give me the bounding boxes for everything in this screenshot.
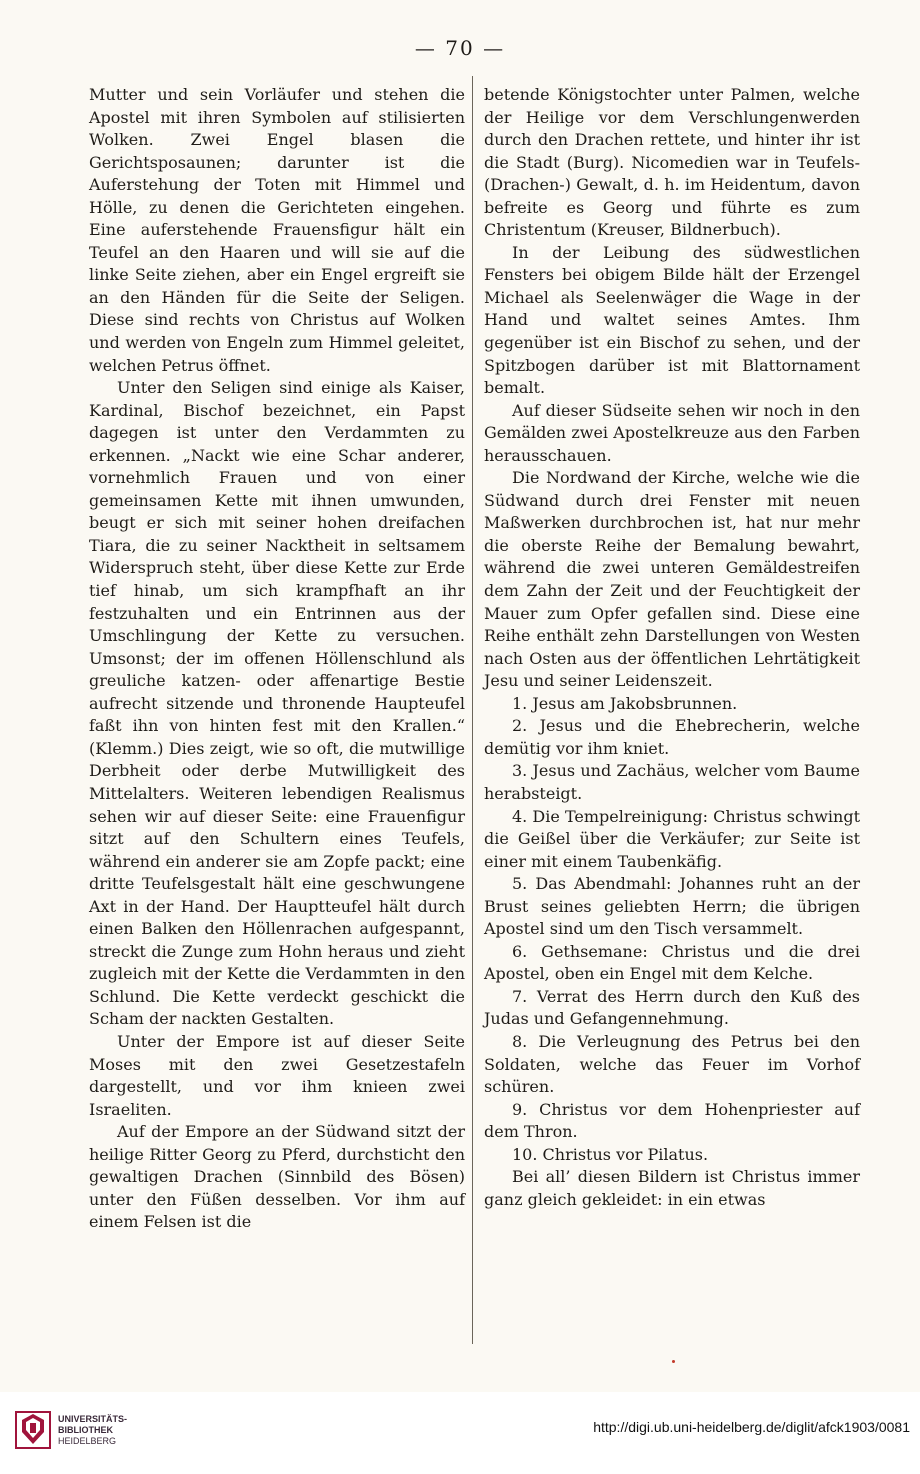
list-item-6: 6. Gethsemane: Christus und die drei Apostel, oben ein Engel mit dem Kelche.: [484, 941, 860, 984]
library-name-line3: HEIDELBERG: [58, 1436, 117, 1446]
right-paragraph-3: Auf dieser Südseite sehen wir noch in den Gemälden zwei Apostelkreuze aus den Farben herausschauen.: [484, 400, 860, 465]
left-paragraph-3: Unter der Empore ist auf dieser Seite Moses mit den zwei Gesetzestafeln dargestellt, und vor ihm knieen zwei Israeliten.: [89, 1031, 465, 1119]
right-paragraph-1: betende Königstochter unter Palmen, welche der Heilige vor dem Verschlungenwerden durch den Drachen rettete, und hinter ihr ist die Stadt (Burg). Nicomedien war in Teufels- (Drachen-) Gewalt, d. h. im Heidentum, davon befreite es Georg und führte es zum Christentum (Kreuser, Bildnerbuch).: [484, 85, 860, 240]
list-item-7: 7. Verrat des Herrn durch den Kuß des Judas und Gefangennehmung.: [484, 986, 860, 1029]
left-paragraph-1: Mutter und sein Vorläufer und stehen die Apostel mit ihren Symbolen auf stilisierten Wolken. Zwei Engel blasen die Gerichtsposaunen; darunter ist die Auferstehung der Toten mit Himmel und Hölle, zu denen die Gerichteten eingehen. Eine auferstehende Frauensfigur hält ein Teufel an den Haaren und will sie auf die linke Seite ziehen, aber ein Engel ergreift sie an den Händen für die Seite der Seligen. Diese sind rechts von Christus auf Wolken und werden von Engeln zum Himmel geleitet, welchen Petrus öffnet.: [89, 85, 465, 375]
list-item-5: 5. Das Abendmahl: Johannes ruht an der Brust seines geliebten Herrn; die übrigen Apostel sind um den Tisch versammelt.: [484, 874, 860, 939]
library-seal-icon: [14, 1410, 52, 1450]
left-paragraph-4: Auf der Empore an der Südwand sitzt der heilige Ritter Georg zu Pferd, durchsticht den gewaltigen Drachen (Sinnbild des Bösen) unter den Füßen desselben. Vor ihm auf einem Felsen ist die: [89, 1122, 465, 1232]
list-item-8: 8. Die Verleugnung des Petrus bei den Soldaten, welche das Feuer im Vorhof schüren.: [484, 1031, 860, 1097]
list-item-3: 3. Jesus und Zachäus, welcher vom Baume herabsteigt.: [484, 761, 860, 803]
list-item-10: 10. Christus vor Pilatus.: [512, 1144, 709, 1164]
source-url-link[interactable]: http://digi.ub.uni-heidelberg.de/diglit/afck1903/0081: [593, 1419, 910, 1435]
list-item-2: 2. Jesus und die Ehebrecherin, welche demütig vor ihm kniet.: [484, 716, 860, 758]
page-number: — 70 —: [414, 36, 506, 60]
list-item-1: 1. Jesus am Jakobsbrunnen.: [512, 693, 738, 713]
list-item-9: 9. Christus vor dem Hohenpriester auf dem Thron.: [484, 1099, 860, 1142]
left-paragraph-2: Unter den Seligen sind einige als Kaiser, Kardinal, Bischof bezeichnet, ein Papst dagegen ist unter den Verdammten zu erkennen. „Nackt wie eine Schar anderer, vornehmlich Frauen und von einer gemeinsamen Kette mit ihnen umwunden, beugt er sich mit seiner hohen dreifachen Tiara, die zu seiner Nacktheit in seltsamem Widerspruch steht, über diese Kette zur Erde tief hinab, um sich krampfhaft an ihr festzuhalten und ein Entrinnen aus der Umschlingung der Kette zu versuchen. Umsonst; der im offenen Höllenschlund als greuliche katzen- oder affenartige Bestie aufrecht sitzende und thronende Haupteufel faßt ihn von hinten fest mit den Krallen.“ (Klemm.) Dies zeigt, wie so oft, die mutwillige Derbheit oder derbe Mutwilligkeit des Mittelalters. Weiteren lebendigen Realismus sehen wir auf dieser Seite: eine Frauenfigur sitzt auf den Schultern eines Teufels, während ein anderer sie am Zopfe packt; eine dritte Teufelsgestalt hält eine geschwungene Axt in der Hand. Der Hauptteufel hält durch einen Balken den Höllenrachen aufgespannt, streckt die Zunge zum Hohn heraus und zieht zugleich mit der Kette die Verdammten in den Schlund. Die Kette verdeckt geschickt die Scham der nackten Gestalten.: [89, 378, 465, 1029]
right-paragraph-2: In der Leibung des südwestlichen Fensters bei obigem Bilde hält der Erzengel Michael als Seelenwäger die Wage in der Hand und waltet seines Amtes. Ihm gegenüber ist ein Bischof zu sehen, und der Spitzbogen darüber ist mit Blattornament bemalt.: [484, 242, 860, 398]
column-divider: [472, 76, 473, 1344]
right-paragraph-4: Die Nordwand der Kirche, welche wie die Südwand durch drei Fenster mit neuen Maßwerken durchbrochen ist, hat nur mehr die oberste Reihe der Bemalung bewahrt, während die zwei unteren Gemäldestreifen dem Zahn der Zeit und der Feuchtigkeit der Mauer zum Opfer gefallen sind. Diese eine Reihe enthält zehn Darstellungen von Westen nach Osten aus der öffentlichen Lehrtätigkeit Jesu und seiner Leidenszeit.: [484, 468, 860, 691]
right-column: [484, 84, 860, 1211]
list-item-4: 4. Die Tempelreinigung: Christus schwingt die Geißel über die Verkäufer; zur Seite ist einer mit einem Taubenkäfig.: [484, 806, 860, 871]
library-logo[interactable]: [14, 1410, 144, 1450]
ink-spot: [672, 1360, 675, 1363]
library-name: [58, 1414, 127, 1447]
left-column: [89, 84, 465, 1234]
right-paragraph-last: Bei all’ diesen Bildern ist Christus immer ganz gleich gekleidet: in ein etwas: [484, 1167, 860, 1209]
library-name-line2: BIBLIOTHEK: [58, 1425, 113, 1435]
library-name-line1: UNIVERSITÄTS-: [58, 1414, 128, 1424]
